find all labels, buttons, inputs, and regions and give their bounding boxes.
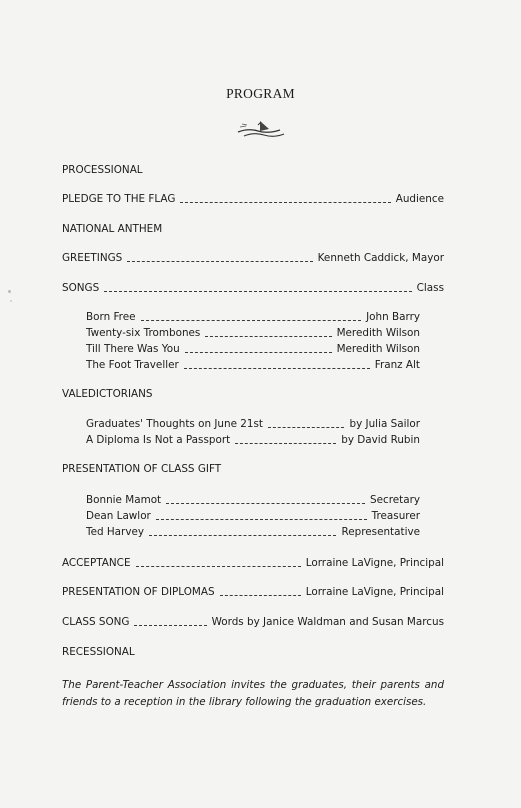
class-song-credit: Words by Janice Waldman and Susan Marcus [211,616,444,628]
presenter-name: Bonnie Mamot [86,494,162,506]
song-composer: Meredith Wilson [336,327,420,339]
song-item [86,359,420,371]
gift-presenter-row [86,526,420,538]
presenter-role: Secretary [370,494,420,506]
song-title: Born Free [86,311,136,323]
dotted-leader [149,535,336,536]
acceptance-performer: Lorraine LaVigne, Principal [305,557,444,569]
ship-ornament-icon [236,118,286,142]
diplomas-label: PRESENTATION OF DIPLOMAS [62,586,215,598]
dotted-leader [136,566,301,567]
song-composer: John Barry [366,311,420,323]
anthem-heading: NATIONAL ANTHEM [62,223,163,235]
dotted-leader [220,595,301,596]
dotted-leader [184,368,370,369]
dotted-leader [235,443,336,444]
presenter-role: Representative [341,526,420,538]
dotted-leader [180,202,390,203]
paper-speck [10,300,12,302]
valedictorians-heading: VALEDICTORIANS [62,388,153,400]
dotted-leader [166,503,365,504]
dotted-leader [205,336,331,337]
dotted-leader [141,320,362,321]
class-song-label: CLASS SONG [62,616,130,628]
class-gift-heading: PRESENTATION OF CLASS GIFT [62,463,222,475]
speech-title: Graduates' Thoughts on June 21st [86,418,264,430]
acceptance-row [62,557,444,569]
greetings-performer: Kenneth Caddick, Mayor [317,252,444,264]
song-item [86,311,420,323]
processional-heading: PROCESSIONAL [62,164,143,176]
speech-item [86,418,420,430]
song-composer: Franz Alt [374,359,420,371]
gift-presenter-row [86,494,420,506]
speech-speaker: by David Rubin [341,434,420,446]
presenter-name: Ted Harvey [86,526,145,538]
page-title: PROGRAM [226,86,295,101]
dotted-leader [134,625,206,626]
pledge-performer: Audience [395,193,444,205]
speech-item [86,434,420,446]
paper-speck [8,290,11,293]
song-composer: Meredith Wilson [336,343,420,355]
speech-speaker: by Julia Sailor [349,418,420,430]
song-item [86,343,420,355]
presenter-role: Treasurer [371,510,420,522]
pledge-label: PLEDGE TO THE FLAG [62,193,176,205]
dotted-leader [104,291,411,292]
song-item [86,327,420,339]
greetings-row [62,252,444,264]
presenter-name: Dean Lawlor [86,510,151,522]
songs-row [62,282,444,294]
acceptance-label: ACCEPTANCE [62,557,131,569]
song-title: The Foot Traveller [86,359,179,371]
dotted-leader [185,352,332,353]
dotted-leader [127,261,312,262]
reception-note: The Parent-Teacher Association invites the graduates, their parents and friends to a reception in the library following the graduation exercises. [62,679,444,708]
pledge-row [62,193,444,205]
songs-performer: Class [416,282,444,294]
song-title: Till There Was You [86,343,180,355]
dotted-leader [156,519,367,520]
greetings-label: GREETINGS [62,252,123,264]
gift-presenter-row [86,510,420,522]
recessional-heading: RECESSIONAL [62,646,135,658]
speech-title: A Diploma Is Not a Passport [86,434,231,446]
diplomas-performer: Lorraine LaVigne, Principal [305,586,444,598]
songs-label: SONGS [62,282,100,294]
dotted-leader [268,427,344,428]
diplomas-row [62,586,444,598]
class-song-row [62,616,444,628]
song-title: Twenty-six Trombones [86,327,201,339]
